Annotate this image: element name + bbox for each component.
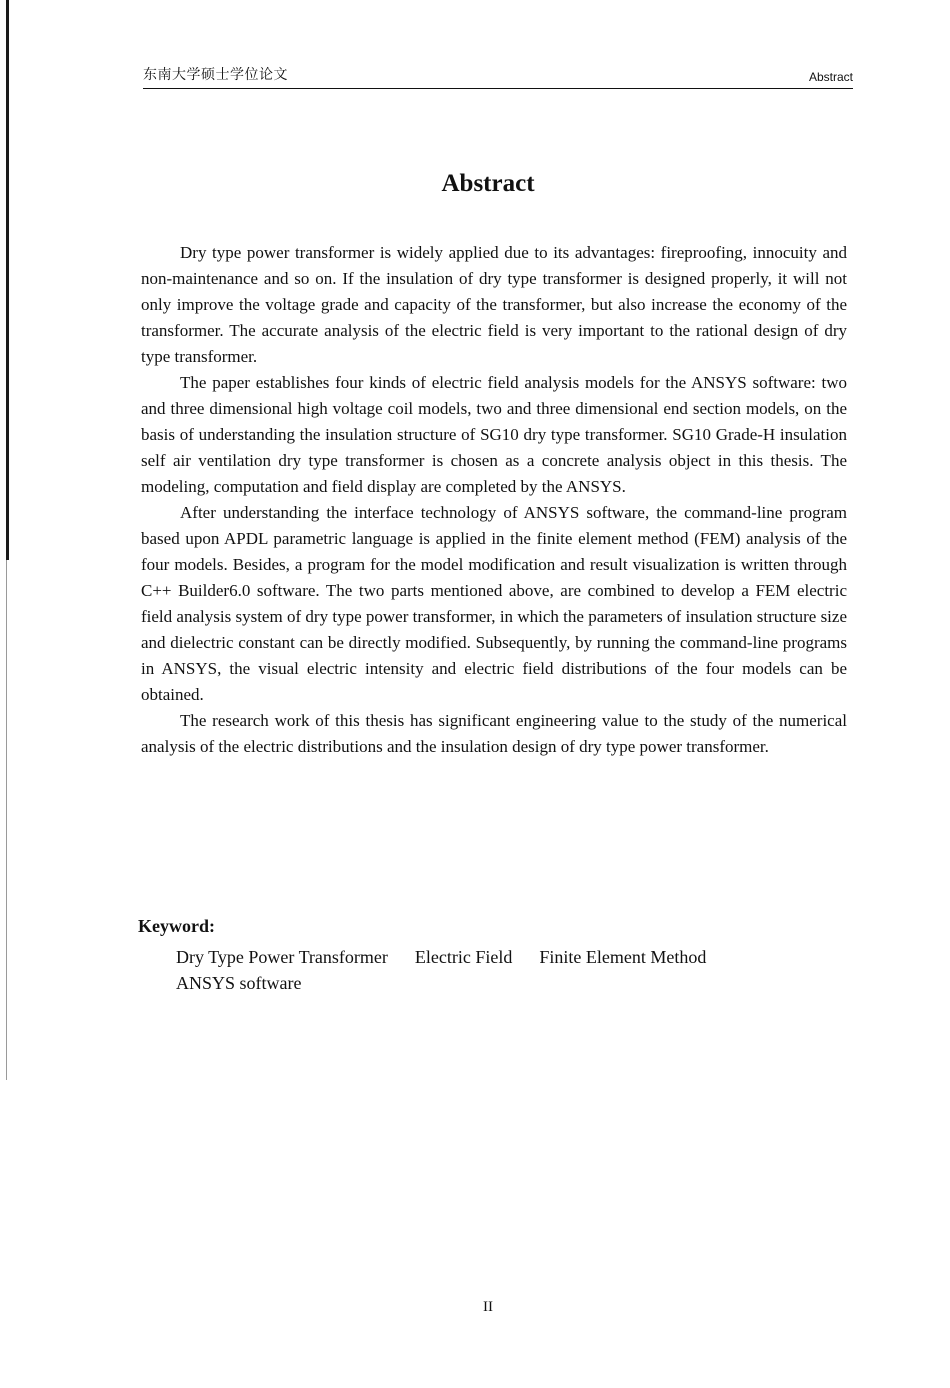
- page-number: II: [483, 1299, 493, 1315]
- header-thesis-title: 东南大学硕士学位论文: [143, 67, 288, 83]
- keywords-label: Keyword:: [138, 916, 215, 936]
- abstract-body: [141, 240, 847, 760]
- abstract-paragraph-2: The paper establishes four kinds of electric field analysis models for the ANSYS software: two and three dimensional high voltage coil models, two and three dimensional end section models, on the basis of understanding the insulation structure of SG10 dry type transformer. SG10 Grade-H insulation self air ventilation dry type transformer is chosen as a concrete analysis object in this thesis. The modeling, computation and field display are completed by the ANSYS.: [141, 373, 847, 496]
- page-title: Abstract: [441, 170, 535, 197]
- abstract-paragraph-1: Dry type power transformer is widely applied due to its advantages: fireproofing, innocuity and non-maintenance and so on. If the insulation of dry type transformer is designed properly, it will not only improve the voltage grade and capacity of the transformer, but also increase the economy of the transformer. The accurate analysis of the electric field is very important to the rational design of dry type transformer.: [141, 243, 847, 366]
- header-section-name: Abstract: [808, 70, 853, 84]
- keyword-item: Finite Element Method: [539, 947, 707, 967]
- scan-edge-mark: [6, 0, 9, 560]
- keyword-item: Dry Type Power Transformer: [176, 947, 388, 967]
- keyword-item: Electric Field: [414, 947, 513, 967]
- running-header: [143, 62, 853, 89]
- scan-edge-mark-thin: [6, 560, 7, 1080]
- keywords-list: [176, 944, 816, 996]
- keyword-item: ANSYS software: [176, 973, 302, 993]
- abstract-paragraph-3: After understanding the interface technology of ANSYS software, the command-line program based upon APDL parametric language is applied in the finite element method (FEM) analysis of the four models. Besides, a program for the model modification and result visualization is written through C++ Builder6.0 software. The two parts mentioned above, are combined to develop a FEM electric field analysis system of dry type power transformer, in which the parameters of insulation structure size and dielectric constant can be directly modified. Subsequently, by running the command-line programs in ANSYS, the visual electric intensity and electric field distributions of the four models can be obtained.: [141, 503, 847, 704]
- abstract-paragraph-4: The research work of this thesis has significant engineering value to the study of the numerical analysis of the electric distributions and the insulation design of dry type power transformer.: [141, 711, 847, 756]
